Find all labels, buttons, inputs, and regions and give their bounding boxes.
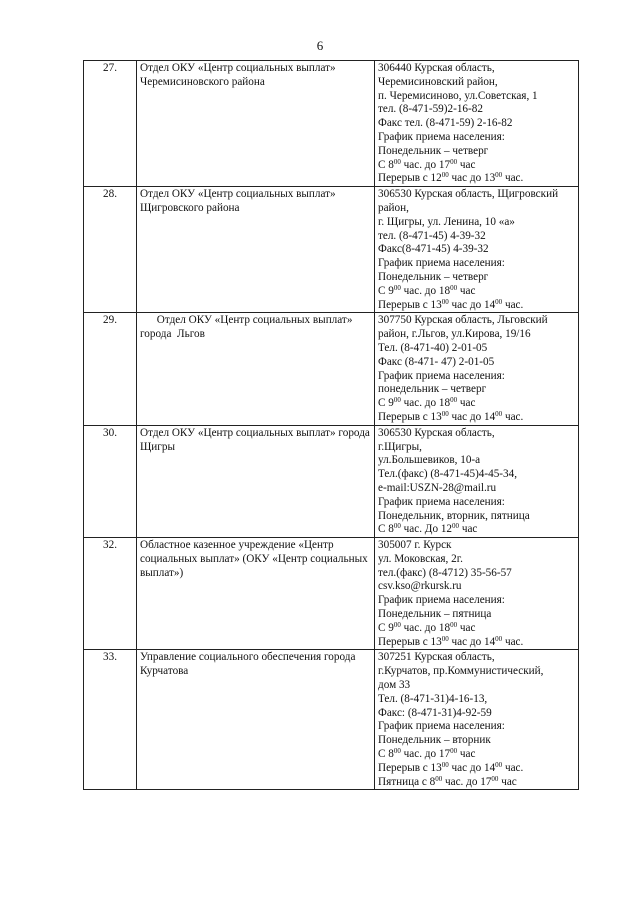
contact-line: С $8^{00}$ час. до $17^{00}$ час <box>378 747 476 761</box>
superscript-minutes: 00 <box>450 747 458 756</box>
organization-name: Областное казенное учреждение «Центр социальных выплат» (ОКУ «Центр социальных выплат») <box>137 538 375 650</box>
contact-line: г. Щигры, ул. Ленина, 10 «а» <box>378 215 515 228</box>
organization-name: Отдел ОКУ «Центр социальных выплат» города Льгов <box>137 313 375 425</box>
superscript-minutes: 00 <box>441 297 449 306</box>
row-number: 30. <box>84 425 137 537</box>
contact-line: п. Черемисиново, ул.Советская, 1 <box>378 89 538 102</box>
contact-line: Факс: (8-471-31)4-92-59 <box>378 706 492 719</box>
offices-table <box>83 60 579 790</box>
organization-name: Отдел ОКУ «Центр социальных выплат» Черемисиновского района <box>137 61 375 187</box>
contact-line: г.Курчатов, пр.Коммунистический, <box>378 665 544 678</box>
superscript-minutes: 00 <box>495 171 503 180</box>
table-row <box>84 61 579 187</box>
contact-line: График приема населения: <box>378 594 505 607</box>
contact-line: Перерыв с $12^{00}$ час до $13^{00}$ час. <box>378 171 524 185</box>
contact-line: ул. Моковская, 2г. <box>378 552 463 565</box>
row-number: 29. <box>84 313 137 425</box>
contact-line: График приема населения: <box>378 720 505 733</box>
contact-line: Понедельник – четверг <box>378 270 489 283</box>
contact-line: Факс (8-471- 47) 2-01-05 <box>378 355 495 368</box>
superscript-minutes: 00 <box>450 396 458 405</box>
contact-line: дом 33 <box>378 679 411 692</box>
table-row <box>84 187 579 313</box>
contact-line: С $9^{00}$ час. до $18^{00}$ час <box>378 396 476 410</box>
contact-line: тел. (8-471-59)2-16-82 <box>378 103 483 116</box>
contact-line: Факс(8-471-45) 4-39-32 <box>378 243 489 256</box>
table-row <box>84 650 579 790</box>
superscript-minutes: 00 <box>393 283 401 292</box>
contact-line: г.Щигры, <box>378 440 422 453</box>
contact-line: Черемисиновский район, <box>378 75 498 88</box>
superscript-minutes: 00 <box>450 620 458 629</box>
contact-line: График приема населения: <box>378 495 505 508</box>
contact-line: 306530 Курская область, Щигровский <box>378 188 559 201</box>
superscript-minutes: 00 <box>495 297 503 306</box>
contact-line: С $9^{00}$ час. до $18^{00}$ час <box>378 283 476 297</box>
organization-name: Отдел ОКУ «Центр социальных выплат» города Щигры <box>137 425 375 537</box>
contact-line: Факс тел. (8-471-59) 2-16-82 <box>378 117 513 130</box>
superscript-minutes: 00 <box>393 747 401 756</box>
superscript-minutes: 00 <box>491 774 499 783</box>
contact-line: Перерыв с $13^{00}$ час до $14^{00}$ час. <box>378 409 524 423</box>
row-number: 32. <box>84 538 137 650</box>
contact-line: Понедельник – четверг <box>378 144 489 157</box>
contact-line: 306440 Курская область, <box>378 62 495 74</box>
contact-info <box>375 61 579 187</box>
contact-line: График приема населения: <box>378 257 505 270</box>
contact-line: С $9^{00}$ час. до $18^{00}$ час <box>378 620 476 634</box>
contact-line: Тел. (8-471-40) 2-01-05 <box>378 341 488 354</box>
table-row <box>84 425 579 537</box>
table-row <box>84 313 579 425</box>
contact-line: С $8^{00}$ час. до $17^{00}$ час <box>378 157 476 171</box>
contact-line: График приема населения: <box>378 369 505 382</box>
contact-info <box>375 187 579 313</box>
superscript-minutes: 00 <box>441 760 449 769</box>
superscript-minutes: 00 <box>393 522 401 531</box>
superscript-minutes: 00 <box>450 157 458 166</box>
contact-line: 307251 Курская область, <box>378 651 495 664</box>
contact-line: тел. (8-471-45) 4-39-32 <box>378 229 486 242</box>
superscript-minutes: 00 <box>495 760 503 769</box>
contact-line: Перерыв с $13^{00}$ час до $14^{00}$ час. <box>378 634 524 648</box>
contact-line: тел.(факс) (8-4712) 35-56-57 <box>378 566 512 579</box>
contact-line: 306530 Курская область, <box>378 426 495 439</box>
contact-info <box>375 313 579 425</box>
contact-line: Перерыв с $13^{00}$ час до $14^{00}$ час. <box>378 760 524 774</box>
contact-line: понедельник – четверг <box>378 383 487 396</box>
contact-info <box>375 538 579 650</box>
contact-line: csv.kso@rkursk.ru <box>378 580 462 593</box>
contact-line: район, <box>378 201 409 214</box>
contact-line: График приема населения: <box>378 130 505 143</box>
row-number: 33. <box>84 650 137 790</box>
contact-line: 305007 г. Курск <box>378 539 452 552</box>
contact-info <box>375 650 579 790</box>
superscript-minutes: 00 <box>450 283 458 292</box>
contact-line: Перерыв с $13^{00}$ час до $14^{00}$ час. <box>378 297 524 311</box>
organization-name: Управление социального обеспечения города Курчатова <box>137 650 375 790</box>
table-body <box>84 61 579 790</box>
contact-line: Тел. (8-471-31)4-16-13, <box>378 692 488 705</box>
contact-line: С $8^{00}$ час. До $12^{00}$ час <box>378 522 478 536</box>
contact-line: Тел.(факс) (8-471-45)4-45-34, <box>378 468 518 481</box>
contact-line: ул.Большевиков, 10-а <box>378 454 481 467</box>
contact-line: 307750 Курская область, Льговский <box>378 314 548 327</box>
organization-name: Отдел ОКУ «Центр социальных выплат» Щигровского района <box>137 187 375 313</box>
contact-line: Понедельник, вторник, пятница <box>378 509 530 522</box>
contact-info <box>375 425 579 537</box>
row-number: 28. <box>84 187 137 313</box>
superscript-minutes: 00 <box>393 157 401 166</box>
contact-line: e-mail:USZN-28@mail.ru <box>378 481 497 494</box>
superscript-minutes: 00 <box>393 620 401 629</box>
contact-line: Понедельник – вторник <box>378 734 491 747</box>
superscript-minutes: 00 <box>393 396 401 405</box>
contact-line: Пятница с $8^{00}$ час. до $17^{00}$ час <box>378 774 517 788</box>
superscript-minutes: 00 <box>441 409 449 418</box>
table-row <box>84 538 579 650</box>
superscript-minutes: 00 <box>495 634 503 643</box>
page-number: 6 <box>316 38 324 53</box>
superscript-minutes: 00 <box>441 171 449 180</box>
contact-line: район, г.Льгов, ул.Кирова, 19/16 <box>378 328 531 341</box>
contact-line: Понедельник – пятница <box>378 608 492 621</box>
row-number: 27. <box>84 61 137 187</box>
superscript-minutes: 00 <box>495 409 503 418</box>
superscript-minutes: 00 <box>441 634 449 643</box>
superscript-minutes: 00 <box>452 522 460 531</box>
superscript-minutes: 00 <box>435 774 443 783</box>
